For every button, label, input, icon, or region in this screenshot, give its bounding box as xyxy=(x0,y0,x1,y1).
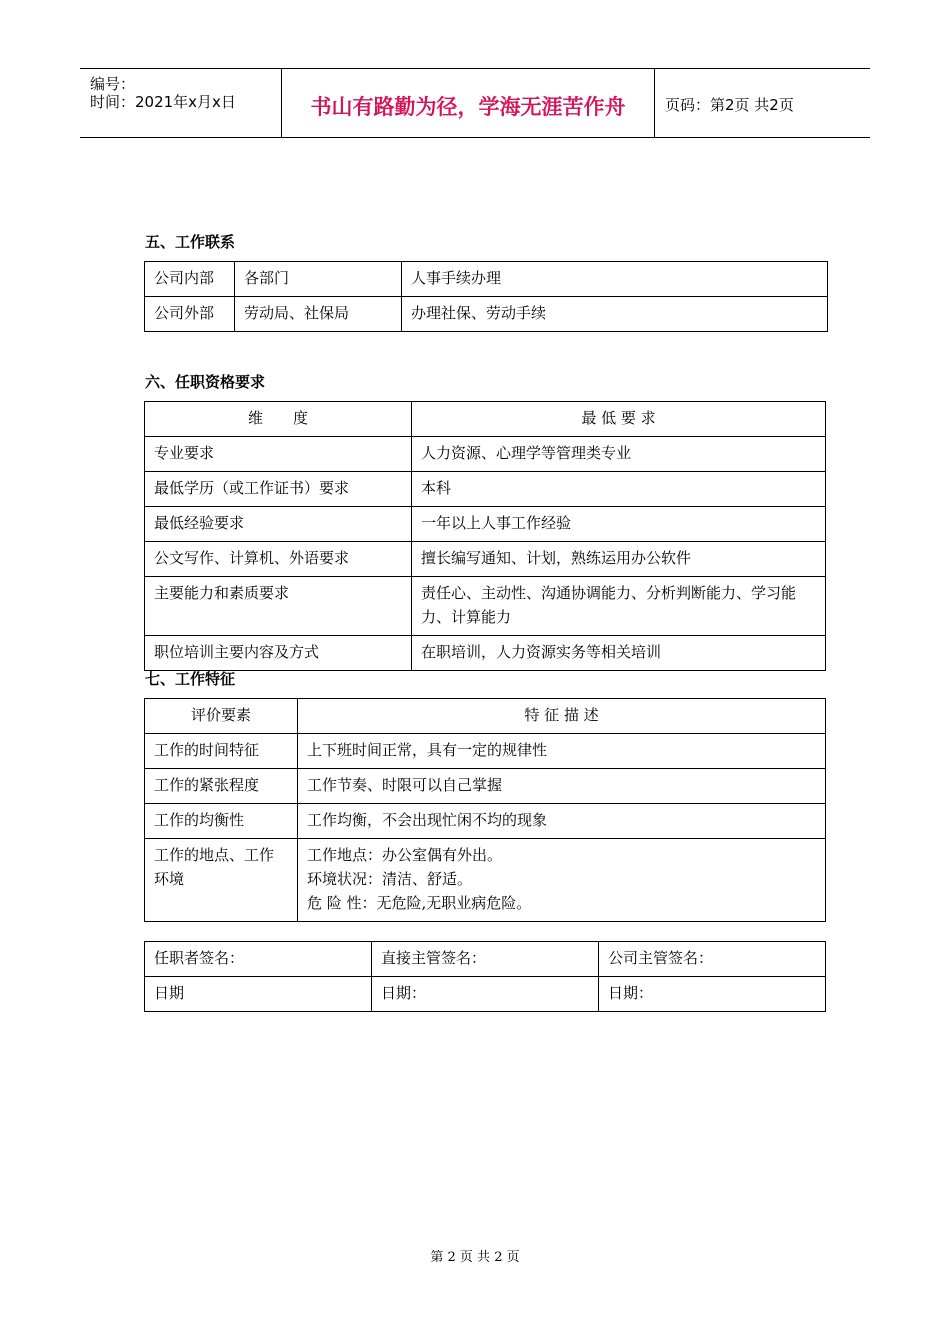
table-row xyxy=(145,472,826,507)
table-cell: 人事手续办理 xyxy=(402,262,828,297)
table-cell: 人力资源、心理学等管理类专业 xyxy=(412,437,826,472)
table-row xyxy=(145,977,826,1012)
table-row xyxy=(145,839,826,922)
table-row xyxy=(145,804,826,839)
table-cell: 上下班时间正常，具有一定的规律性 xyxy=(298,734,826,769)
table-row xyxy=(145,769,826,804)
table-cell: 工作的均衡性 xyxy=(145,804,298,839)
hazard-line: 危 险 性：无危险,无职业病危险。 xyxy=(307,894,532,912)
table-cell xyxy=(298,839,826,922)
table-row xyxy=(145,942,826,977)
table-cell: 最低经验要求 xyxy=(145,507,412,542)
document-time-label: 时间：2021年x月x日 xyxy=(90,93,236,111)
table-cell: 工作均衡，不会出现忙闲不均的现象 xyxy=(298,804,826,839)
table-row xyxy=(145,734,826,769)
table-cell: 专业要求 xyxy=(145,437,412,472)
date-field-direct-supervisor[interactable]: 日期： xyxy=(372,977,599,1012)
table-cell: 本科 xyxy=(412,472,826,507)
date-field-employee[interactable]: 日期 xyxy=(145,977,372,1012)
table-cell: 公文写作、计算机、外语要求 xyxy=(145,542,412,577)
page-header xyxy=(80,68,870,138)
table-header-row xyxy=(145,699,826,734)
environment-line: 环境状况：清洁、舒适。 xyxy=(307,870,473,888)
table-cell: 工作节奏、时限可以自己掌握 xyxy=(298,769,826,804)
table-cell: 一年以上人事工作经验 xyxy=(412,507,826,542)
table-row xyxy=(145,542,826,577)
date-field-company-supervisor[interactable]: 日期： xyxy=(599,977,826,1012)
table-cell: 劳动局、社保局 xyxy=(235,297,402,332)
signature-table xyxy=(144,941,826,1012)
section-title-work-characteristics: 七、工作特征 xyxy=(145,670,236,688)
signature-field-employee[interactable]: 任职者签名： xyxy=(145,942,372,977)
page-footer: 第 2 页 共 2 页 xyxy=(430,1250,520,1265)
section-title-qualifications: 六、任职资格要求 xyxy=(145,373,266,391)
table-cell: 主要能力和素质要求 xyxy=(145,577,412,636)
column-header: 评价要素 xyxy=(145,699,298,734)
signature-field-company-supervisor[interactable]: 公司主管签名： xyxy=(599,942,826,977)
work-contacts-table xyxy=(144,261,828,332)
table-cell: 公司外部 xyxy=(145,297,235,332)
header-page-cell xyxy=(655,69,870,137)
section-title-work-contacts: 五、工作联系 xyxy=(145,233,236,251)
document-number-label: 编号： xyxy=(90,75,136,93)
header-info-cell xyxy=(80,69,282,137)
table-cell: 职位培训主要内容及方式 xyxy=(145,636,412,671)
header-page-label: 页码：第2页 共2页 xyxy=(665,96,794,114)
signature-field-direct-supervisor[interactable]: 直接主管签名： xyxy=(372,942,599,977)
table-cell: 各部门 xyxy=(235,262,402,297)
table-row xyxy=(145,507,826,542)
table-cell: 公司内部 xyxy=(145,262,235,297)
column-header: 特 征 描 述 xyxy=(298,699,826,734)
column-header: 维 度 xyxy=(145,402,412,437)
qualifications-table xyxy=(144,401,826,671)
table-row xyxy=(145,636,826,671)
table-cell: 工作的紧张程度 xyxy=(145,769,298,804)
header-motto-cell xyxy=(282,69,655,137)
column-header: 最 低 要 求 xyxy=(412,402,826,437)
work-characteristics-table xyxy=(144,698,826,922)
table-header-row xyxy=(145,402,826,437)
table-cell: 擅长编写通知、计划，熟练运用办公软件 xyxy=(412,542,826,577)
table-row xyxy=(145,577,826,636)
table-cell: 工作的地点、工作环境 xyxy=(145,839,298,922)
table-cell: 责任心、主动性、沟通协调能力、分析判断能力、学习能力、计算能力 xyxy=(412,577,826,636)
header-motto: 书山有路勤为径，学海无涯苦作舟 xyxy=(310,95,626,119)
table-row xyxy=(145,437,826,472)
table-row xyxy=(145,262,828,297)
location-line: 工作地点：办公室偶有外出。 xyxy=(307,846,503,864)
table-row xyxy=(145,297,828,332)
table-cell: 最低学历（或工作证书）要求 xyxy=(145,472,412,507)
table-cell: 办理社保、劳动手续 xyxy=(402,297,828,332)
table-cell: 工作的时间特征 xyxy=(145,734,298,769)
table-cell: 在职培训，人力资源实务等相关培训 xyxy=(412,636,826,671)
